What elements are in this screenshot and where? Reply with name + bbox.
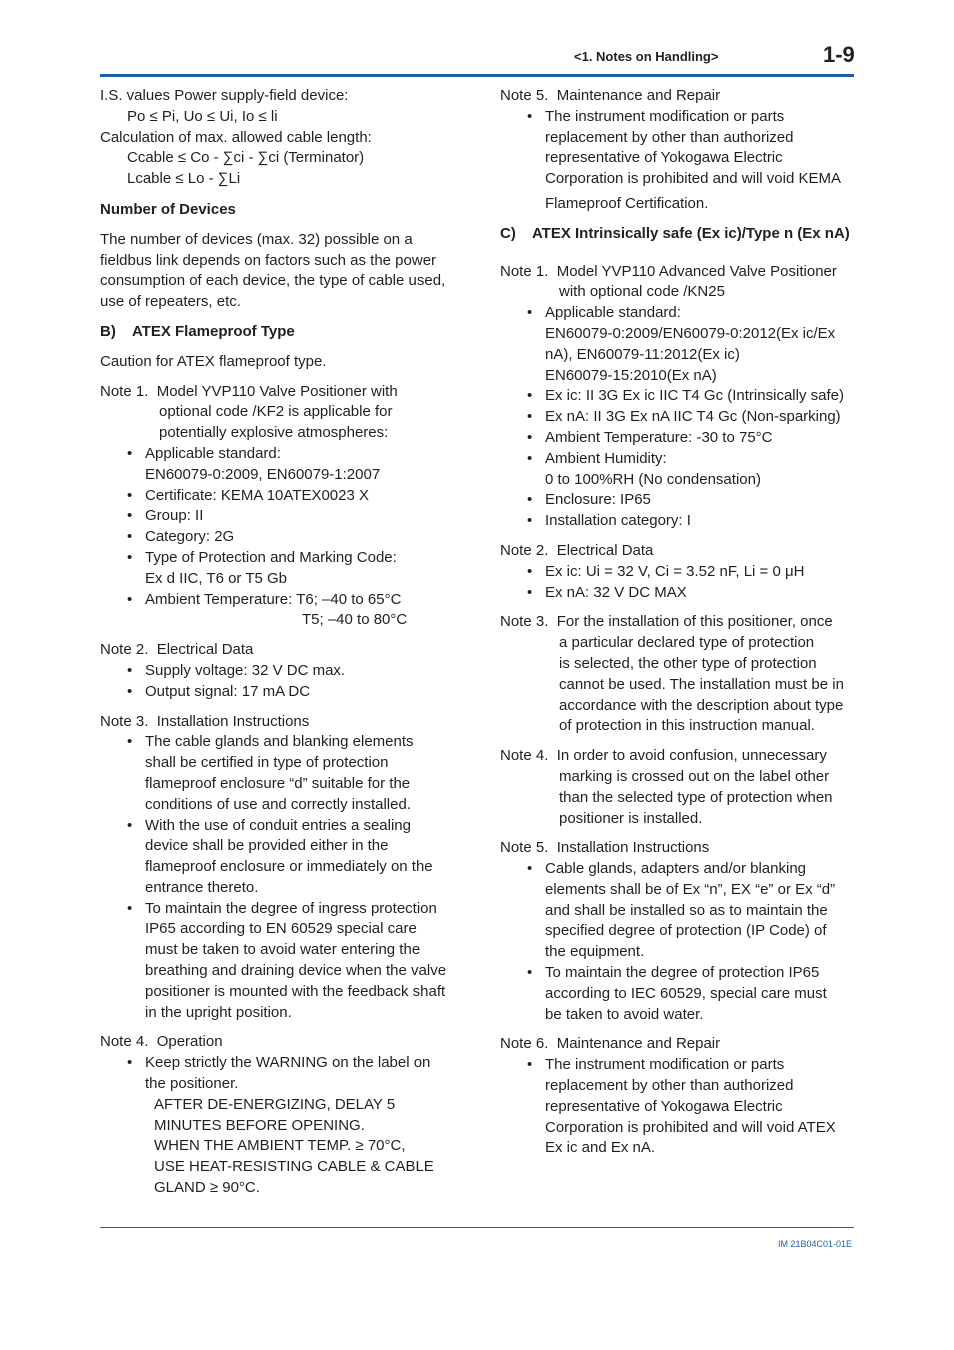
number-of-devices-heading: Number of Devices (100, 200, 236, 218)
document-id: IM 21B04C01-01E (778, 1239, 853, 1249)
c-note-4: Note 4. In order to avoid confusion, unnecessary marking is crossed out on the label other than the selected type of protection when positioner is installed. (500, 746, 860, 829)
c-note-3-label: Note 3. For the installation of this positioner, once (500, 613, 833, 631)
lcable-formula: Lcable ≤ Lo - ∑Li (127, 170, 241, 188)
list-item: • Output signal: 17 mA DC (127, 682, 311, 700)
note-2-label: Note 2. Electrical Data (100, 641, 254, 659)
c-note-2-label: Note 2. Electrical Data (500, 541, 654, 559)
list-item: • With the use of conduit entries a sealing (127, 816, 411, 834)
page-number: 1-9 (823, 42, 855, 67)
note-5-maintenance: Note 5. Maintenance and Repair • The instrument modification or parts replacement by other than authorized representative of Yokogawa Electric Corporation is prohibited and will void KEMA Flameproof Certification. (500, 86, 860, 215)
note-3-label: Note 3. Installation Instructions (100, 712, 310, 730)
list-item: • Applicable standard: (127, 444, 281, 462)
section-b-heading: B) ATEX Flameproof Type (100, 322, 295, 340)
list-item: • Applicable standard: (527, 304, 681, 322)
list-item: • To maintain the degree of ingress protection (127, 899, 437, 917)
note-2 (100, 640, 465, 702)
note-4: Note 4. Operation • Keep strictly the WARNING on the label on the positioner. AFTER DE-ENERGIZING, DELAY 5 MINUTES BEFORE OPENING. WHEN THE AMBIENT TEMP. ≥ 70°C, USE HEAT-RESISTING CABLE & CABLE GLAND ≥ 90°C. (100, 1032, 465, 1198)
c-note-6-label: Note 6. Maintenance and Repair (500, 1035, 721, 1053)
left-column (100, 86, 465, 1199)
c-note-6: Note 6. Maintenance and Repair • The instrument modification or parts replacement by other than authorized representative of Yokogawa Electric Corporation is prohibited and will void ATEX Ex ic and Ex nA. (500, 1034, 860, 1159)
list-item: • Installation category: I (527, 512, 691, 530)
list-item: • Ambient Humidity: (527, 449, 667, 467)
list-item: • Ex ic: II 3G Ex ic IIC T4 Gc (Intrinsically safe) (527, 387, 844, 405)
list-item: • Ambient Temperature: -30 to 75°C (527, 428, 773, 446)
list-item: • The instrument modification or parts (527, 107, 785, 125)
list-item: • The instrument modification or parts (527, 1056, 785, 1074)
list-item: • To maintain the degree of protection IP65 (527, 964, 820, 982)
list-item: • Ambient Temperature: T6; –40 to 65°C (127, 590, 402, 608)
is-values-label: I.S. values Power supply-field device: (100, 87, 349, 104)
list-item: • Supply voltage: 32 V DC max. (127, 661, 346, 679)
note-1-label: Note 1. Model YVP110 Valve Positioner with (100, 382, 398, 400)
footer-rule (100, 1227, 854, 1228)
c-note-4-label: Note 4. In order to avoid confusion, unnecessary (500, 747, 827, 765)
number-of-devices-paragraph: The number of devices (max. 32) possible on a fieldbus link depends on factors such as the power consumption of each device, the type of cable used, use of repeaters, etc. (100, 230, 446, 311)
section-c-heading: C) ATEX Intrinsically safe (Ex ic)/Type n (Ex nA) (500, 224, 850, 242)
caution-text: Caution for ATEX flameproof type. (100, 352, 327, 370)
warning-text: AFTER DE-ENERGIZING, DELAY 5 MINUTES BEFORE OPENING. WHEN THE AMBIENT TEMP. ≥ 70°C, USE HEAT-RESISTING CABLE & CABLE GLAND ≥ 90°C. (154, 1095, 434, 1197)
cable-length-label: Calculation of max. allowed cable length: (100, 128, 372, 146)
is-values-formula: Po ≤ Pi, Uo ≤ Ui, Io ≤ li (127, 107, 278, 125)
list-item: • Type of Protection and Marking Code: (127, 548, 397, 566)
c-note-3: Note 3. For the installation of this positioner, once a particular declared type of protection is selected, the other type of protection cannot be used. The installation must be in accordance with the description about type of protection in this instruction manual. (500, 612, 860, 737)
list-item: • Ex nA: II 3G Ex nA IIC T4 Gc (Non-sparking) (527, 408, 841, 426)
list-item: • Certificate: KEMA 10ATEX0023 X (127, 486, 369, 504)
note-3: Note 3. Installation Instructions • The cable glands and blanking elements shall be certified in type of protection flameproof enclosure “d” suitable for the conditions of use and correctly installed. • With the use of conduit entries a sealing device shall be provided either in the flameproof enclosure or immediately on the entrance thereto. • To maintain the degree of ingress protection IP65 according to EN 60529 special care must be taken to avoid water entering the breathing and draining device when the valve positioner is mounted with the feedback shaft in the upright position. (100, 712, 465, 1024)
list-item: • Ex nA: 32 V DC MAX (527, 583, 687, 601)
note-4-label: Note 4. Operation (100, 1033, 223, 1051)
list-item: • Cable glands, adapters and/or blanking (527, 860, 807, 878)
list-item: • The cable glands and blanking elements (127, 733, 414, 751)
note-1: Note 1. Model YVP110 Valve Positioner with optional code /KF2 is applicable for potentially explosive atmospheres: • Applicable standard: EN60079-0:2009, EN60079-1:2007 • Certificate: KEMA 10ATEX0023 X • Group: II • Category: 2G • Type of Protection and Marking Code: Ex d IIC, T6 or T5 Gb • Ambient Temperature: T6; –40 to 65°C T5; –40 to 80°C (100, 382, 465, 632)
section-title: <1. Notes on Handling> (574, 49, 719, 64)
list-item: • Enclosure: IP65 (527, 491, 651, 509)
c-note-5-label: Note 5. Installation Instructions (500, 839, 710, 857)
list-item: • Ex ic: Ui = 32 V, Ci = 3.52 nF, Li = 0 μH (527, 562, 805, 580)
c-note-5: Note 5. Installation Instructions • Cable glands, adapters and/or blanking elements shall be of Ex “n”, EX “e” or Ex “d” and shall be installed so as to maintain the specified degree of protection (IP Code) of the equipment. • To maintain the degree of protection IP65 according to IEC 60529, special care must be taken to avoid water. (500, 838, 860, 1025)
ccable-formula: Ccable ≤ Co - ∑ci - ∑ci (Terminator) (127, 149, 365, 167)
header-rule (100, 74, 854, 77)
list-item: • Group: II (127, 507, 204, 525)
c-note-1: Note 1. Model YVP110 Advanced Valve Positioner with optional code /KN25 • Applicable standard: EN60079-0:2009/EN60079-0:2012(Ex ic/Ex nA), EN60079-11:2012(Ex ic) EN60079-15:2010(Ex nA) • Ex ic: II 3G Ex ic IIC T4 Gc (Intrinsically safe) • Ex nA: II 3G Ex nA IIC T4 Gc (Non-sparking) • Ambient Temperature: -30 to 75°C • Ambient Humidity: 0 to 100%RH (No condensation) • Enclosure: IP65 • Installation category: I (500, 262, 860, 532)
c-note-1-label: Note 1. Model YVP110 Advanced Valve Positioner (500, 262, 837, 280)
c-note-2 (500, 541, 860, 603)
note-5-label: Note 5. Maintenance and Repair (500, 87, 721, 104)
list-item: • Keep strictly the WARNING on the label on (127, 1054, 431, 1072)
right-column (500, 86, 860, 1159)
list-item: • Category: 2G (127, 528, 235, 546)
